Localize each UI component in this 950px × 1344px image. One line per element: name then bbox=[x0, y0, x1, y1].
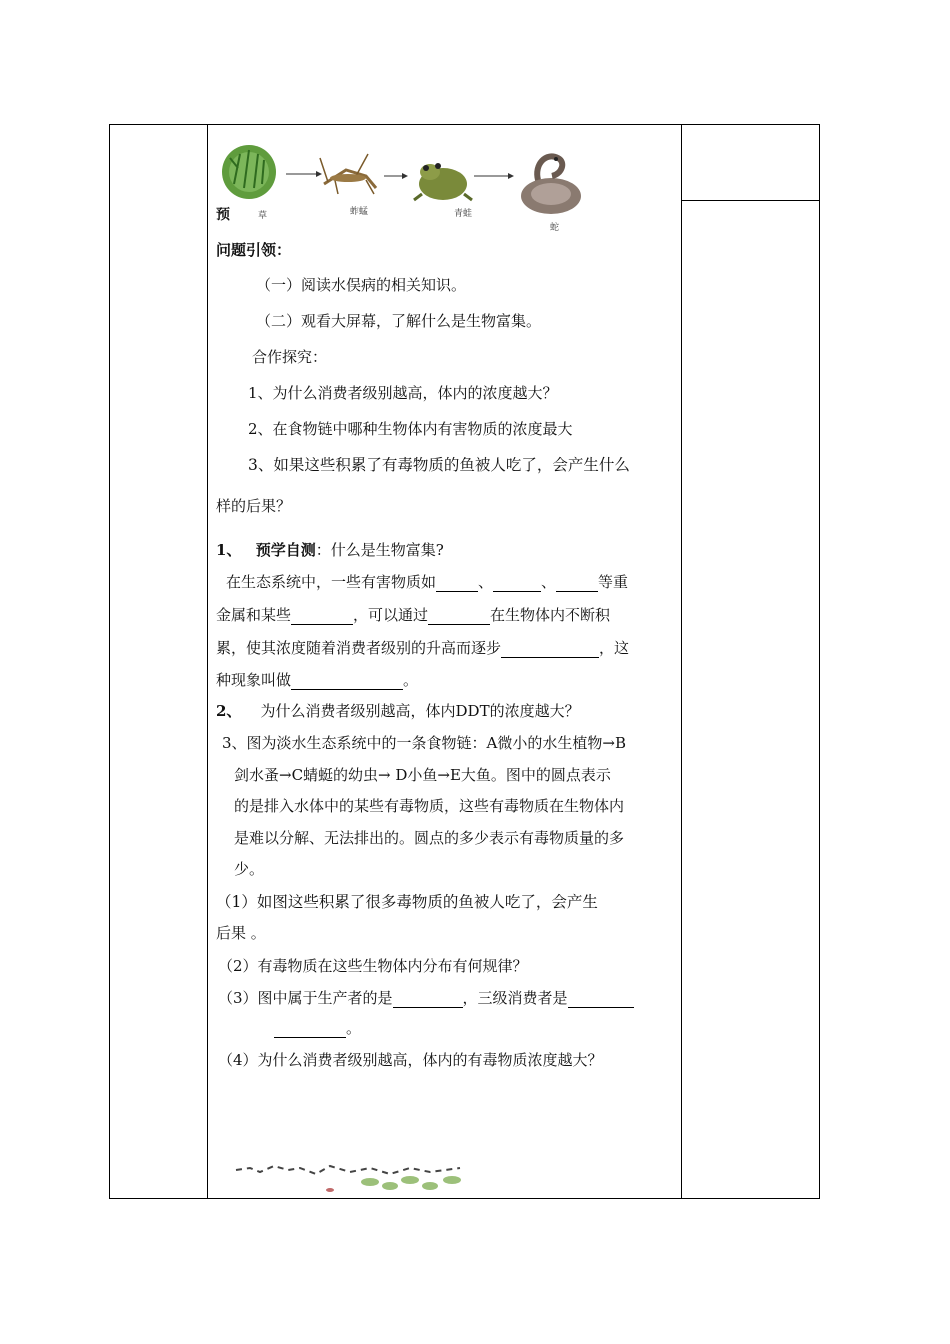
question-3-line-4: 是难以分解、无法排出的。圆点的多少表示有毒物质量的多 bbox=[234, 829, 625, 847]
caption-snake: 蛇 bbox=[550, 223, 560, 233]
question-3-line-2: 剑水蚤→C蜻蜓的幼虫→ D小鱼→E大鱼。图中的圆点表示 bbox=[234, 766, 611, 784]
selftest-text-2c: 在生物体内不断积 bbox=[490, 606, 611, 624]
selftest-line-3 bbox=[216, 638, 629, 658]
blank-tertiary-consumer[interactable] bbox=[568, 991, 634, 1008]
sub-question-3 bbox=[218, 988, 634, 1008]
caption-frog: 青蛙 bbox=[454, 209, 473, 219]
snake-image bbox=[521, 156, 581, 214]
table-divider-left bbox=[207, 125, 208, 1198]
pond-illustration bbox=[230, 1160, 480, 1196]
coop-question-3: 3、如果这些积累了有毒物质的鱼被人吃了，会产生什么 bbox=[248, 456, 630, 474]
coop-question-1: 1、为什么消费者级别越高，体内的浓度越大？ bbox=[248, 384, 558, 402]
selftest-text-2a: 金属和某些 bbox=[216, 606, 292, 624]
grass-image bbox=[222, 145, 276, 199]
sub-question-4: （4）为什么消费者级别越高，体内的有毒物质浓度越大？ bbox=[218, 1051, 603, 1069]
selftest-text-4b: 。 bbox=[403, 671, 419, 689]
selftest-line-2 bbox=[216, 605, 610, 625]
coop-question-3-cont: 样的后果？ bbox=[216, 497, 292, 515]
coop-title: 合作探究： bbox=[252, 348, 328, 366]
sub-question-1-cont: 后果 。 bbox=[216, 924, 266, 942]
question-3-line-3: 的是排入水体中的某些有毒物质，这些有毒物质在生物体内 bbox=[234, 797, 625, 815]
guide-item-1: （一）阅读水俣病的相关知识。 bbox=[256, 276, 467, 294]
blank-1[interactable] bbox=[436, 575, 478, 592]
blank-tertiary-consumer-cont[interactable] bbox=[274, 1021, 346, 1038]
blank-3[interactable] bbox=[556, 575, 598, 592]
blank-7[interactable] bbox=[291, 673, 403, 690]
sep-1: 、 bbox=[478, 573, 494, 591]
selftest-line-4 bbox=[216, 670, 418, 690]
selftest-text-4a: 种现象叫做 bbox=[216, 671, 292, 689]
frog-image bbox=[414, 163, 472, 200]
selftest-text-1a: 在生态系统中，一些有害物质如 bbox=[226, 573, 437, 591]
sep-2: 、 bbox=[541, 573, 557, 591]
question-2-text: 为什么消费者级别越高，体内DDT的浓度越大？ bbox=[260, 702, 580, 720]
question-2-num: 2、 bbox=[216, 702, 242, 720]
selftest-text-3a: 累，使其浓度随着消费者级别的升高而逐步 bbox=[216, 639, 502, 657]
selftest-line-1 bbox=[226, 572, 628, 592]
question-2 bbox=[216, 701, 580, 721]
table-divider-right bbox=[681, 125, 682, 1198]
caption-grass: 草 bbox=[258, 211, 268, 221]
question-3-line-1: 3、图为淡水生态系统中的一条食物链：A微小的水生植物→B bbox=[222, 734, 626, 752]
selftest-text-3b: ，这 bbox=[599, 639, 630, 657]
sub-question-3-text-a: （3）图中属于生产者的是 bbox=[218, 989, 393, 1007]
blank-producer[interactable] bbox=[393, 991, 463, 1008]
caption-grasshopper: 蚱蜢 bbox=[350, 207, 369, 217]
selftest-heading bbox=[216, 540, 444, 560]
food-chain-illustration bbox=[216, 124, 581, 232]
blank-2[interactable] bbox=[493, 575, 541, 592]
sub-question-1: （1）如图这些积累了很多毒物质的鱼被人吃了，会产生 bbox=[216, 893, 598, 911]
selftest-num: 1、 bbox=[216, 541, 242, 559]
blank-6[interactable] bbox=[501, 641, 599, 658]
guide-item-2: （二）观看大屏幕，了解什么是生物富集。 bbox=[256, 312, 542, 330]
sub-question-3-text-b: ，三级消费者是 bbox=[462, 989, 568, 1007]
sub-question-2: （2）有毒物质在这些生物体内分布有何规律？ bbox=[218, 957, 528, 975]
selftest-text-1b: 等重 bbox=[598, 573, 629, 591]
right-cell-divider bbox=[681, 200, 819, 201]
cut-heading: 预 bbox=[216, 207, 230, 223]
blank-4[interactable] bbox=[291, 608, 353, 625]
selftest-label: 预学自测 bbox=[255, 541, 316, 559]
selftest-text-2b: ，可以通过 bbox=[353, 606, 429, 624]
coop-question-2: 2、在食物链中哪种生物体内有害物质的浓度最大 bbox=[248, 420, 573, 438]
blank-5[interactable] bbox=[428, 608, 490, 625]
question-3-line-5: 少。 bbox=[234, 860, 265, 878]
grasshopper-image bbox=[320, 154, 376, 194]
sub-question-3-text-c: 。 bbox=[346, 1019, 362, 1037]
selftest-question: ：什么是生物富集? bbox=[315, 541, 444, 559]
guide-title: 问题引领： bbox=[216, 241, 292, 259]
sub-question-3-cont bbox=[274, 1018, 361, 1038]
